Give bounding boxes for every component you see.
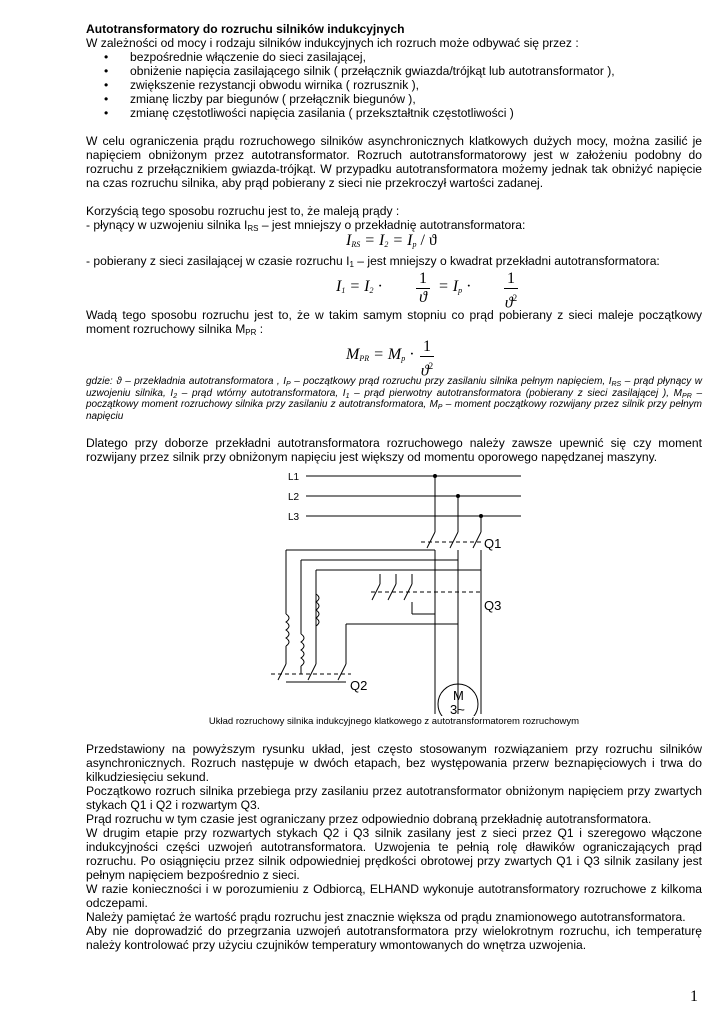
intro-text: W zależności od mocy i rodzaju silników indukcyjnych ich rozruch może odbywać się przez : <box>86 36 579 50</box>
list-item: • zwiększenie rezystancji obwodu wirnika ( rozrusznik ), <box>86 78 702 92</box>
list-item: • zmianę częstotliwości napięcia zasilania ( przekształtnik częstotliwości ) <box>86 106 702 120</box>
contactor-q3-label: Q3 <box>484 598 502 613</box>
paragraph-stage-one: Początkowo rozruch silnika przebiega przy zasilaniu przez autotransformator obniżonym napięciem przy zwartych stykach Q1 i Q2 i rozwartym Q3. <box>86 784 702 812</box>
motor-label: M <box>453 688 464 703</box>
paragraph-autotransformer: W celu ograniczenia prądu rozruchowego silników asynchronicznych klatkowych dużych mocy, można zasilić je napięciem obniżonym przez autotransformator. Rozruch autotransformatorowy jest w założeniu podobny do rozruchu z przełącznikiem gwiazda-trójkąt. W przypadku autotransformatora możemy jednak tak obniżyć napięcie na czas rozruchu silnika, aby prąd pobierany z sieci nie przekroczył wartości zadanej. <box>86 134 702 190</box>
drawback-text: Wadą tego sposobu rozruchu jest to, że w takim samym stopniu co prąd pobierany z sieci maleje początkowy moment rozruchowy silnika $M_{PR}$ : <box>86 308 702 337</box>
paragraph-description: Przedstawiony na powyższym rysunku układ, jest często stosowanym rozwiązaniem przy rozruchu silników asynchronicznych. Rozruch następuje w dwóch etapach, bez występowania przerw beznapięciowych i trwa do kilkudziesięciu sekund. <box>86 742 702 784</box>
paragraph-current-note: Należy pamiętać że wartość prądu rozruchu jest znacznie większa od prądu znamionowego autotransformatora. <box>86 910 686 924</box>
formula-torque: $M_{PR} = M_p$ · $\frac{1}{ϑ^2}$ <box>346 338 434 380</box>
formula-line-current: $I_1 = I_2$ · $\frac{1}{ϑ}$ = $I_p$ · $\frac{1}{ϑ^2}$ <box>336 270 518 312</box>
symbol-legend: gdzie: ϑ – przekładnia autotransformatora , $I_P$ – początkowy prąd rozruchu przy zasilaniu silnika pełnym napięciem, $I_{RS}$ – prąd płynący w uzwojeniu silnika, $I_2$ – prąd wtórny autotransformatora, $I_1$ – prąd pierwotny autotransformatora (pobierany z sieci zasilającej ), $M_{PR}$ –początkowy moment rozruchowy silnika przy zasilaniu z autotransformatora, $M_P$ – moment początkowy rozwijany przez silnik przy pełnym napięciu <box>86 376 703 422</box>
document-page <box>86 22 702 952</box>
list-item: • bezpośrednie włączenie do sieci zasilającej, <box>86 50 702 64</box>
list-item: • obniżenie napięcia zasilającego silnik ( przełącznik gwiazda/trójkąt lub autotransformator ), <box>86 64 702 78</box>
diagram-caption: Układ rozruchowy silnika indukcyjnego klatkowego z autotransformatorem rozruchowym <box>208 716 580 727</box>
page-number: 1 <box>690 988 698 1005</box>
line-label-l3: L3 <box>288 512 300 523</box>
circuit-diagram-svg <box>86 464 702 716</box>
benefit-line-2: - pobierany z sieci zasilającej w czasie rozruchu $I_1$ – jest mniejszy o kwadrat przekładni autotransformatora: <box>86 254 660 269</box>
paragraph-stage-two: W drugim etapie przy rozwartych stykach Q2 i Q3 silnik zasilany jest z sieci przez Q1 i szeregowo włączone indukcyjności części uzwojeń autotransformatora. Uzwojenia te pełnią rolę dławików ograniczających prąd rozruchu. Po osiągnięciu przez silnik odpowiedniej prędkości obrotowej przy zwartych Q1 i Q3 silnik zasilany jest pełnym napięciem bezpośrednio z sieci. <box>86 826 702 882</box>
paragraph-temperature: Aby nie doprowadzić do przegrzania uzwojeń autotransformatora przy wielokrotnym rozruchu, ich temperaturę należy kontrolować przy użyciu czujników temperatury wmontowanych do wnętrza uzwojenia. <box>86 924 702 952</box>
document-title: Autotransformatory do rozruchu silników indukcyjnych <box>86 22 405 36</box>
circuit-diagram <box>86 464 702 716</box>
paragraph-current-limit: Prąd rozruchu w tym czasie jest ograniczany przez odpowiednio dobraną przekładnię autotransformatora. <box>86 812 652 826</box>
list-item: • zmianę liczby par biegunów ( przełącznik biegunów ), <box>86 92 702 106</box>
contactor-q1-label: Q1 <box>484 536 502 551</box>
formula-current-ratio: $I_{RS} = I_2 = I_p / ϑ$ <box>346 232 437 249</box>
paragraph-selection: Dlatego przy doborze przekładni autotransformatora rozruchowego należy zawsze upewnić się czy moment rozwijany przez silnik przy obniżonym napięciu jest większy od momentu oporowego napędzanej maszyny. <box>86 436 702 464</box>
start-methods-list <box>86 50 702 120</box>
line-label-l2: L2 <box>288 492 300 503</box>
paragraph-elhand: W razie konieczności i w porozumieniu z Odbiorcą, ELHAND wykonuje autotransformatory rozruchowe z kilkoma odczepami. <box>86 882 702 910</box>
line-label-l1: L1 <box>288 472 300 483</box>
benefit-line-1: - płynący w uzwojeniu silnika $I_{RS}$ – jest mniejszy o przekładnię autotransformatora: <box>86 218 526 233</box>
contactor-q2-label: Q2 <box>350 678 368 693</box>
benefit-intro: Korzyścią tego sposobu rozruchu jest to, że maleją prądy : <box>86 204 400 218</box>
motor-phase-label: 3~ <box>450 702 465 716</box>
